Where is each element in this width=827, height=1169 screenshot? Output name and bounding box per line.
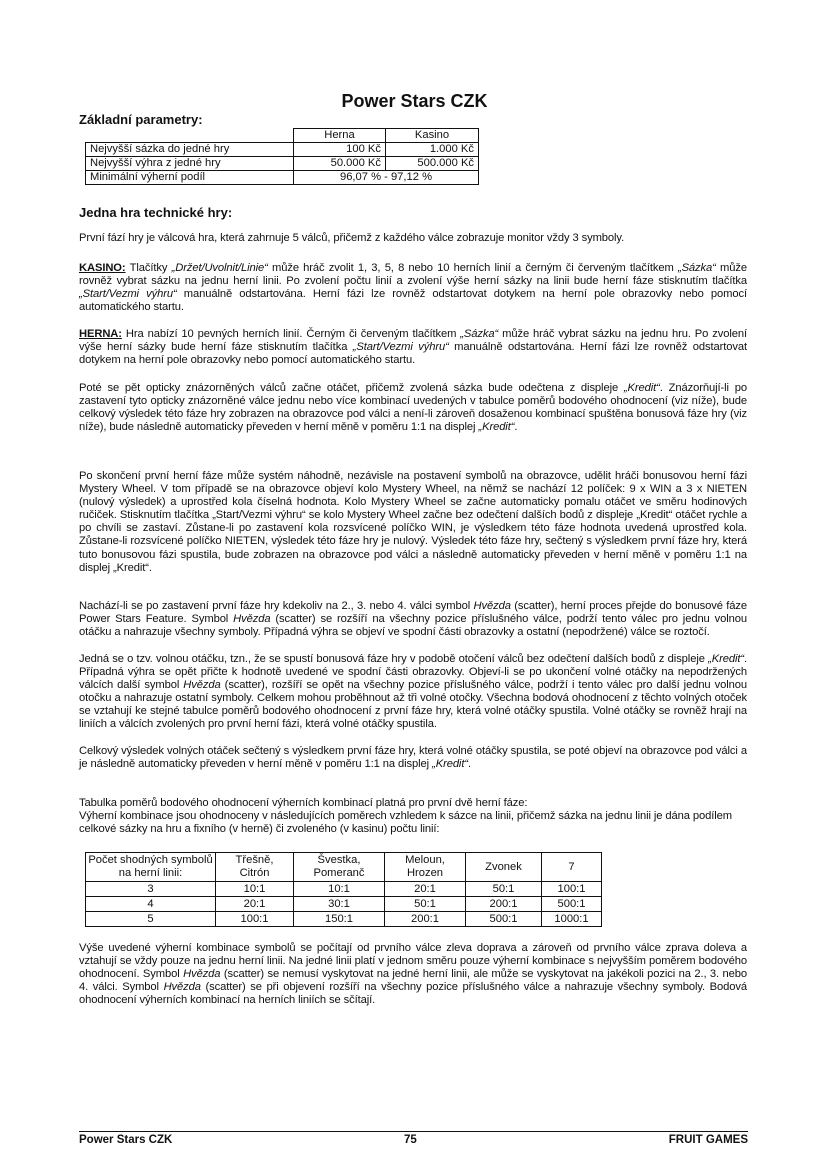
params-header-kasino: Kasino — [386, 129, 479, 143]
pay-table-header — [86, 853, 602, 882]
pay-header-plum-orange: Švestka, Pomeranč — [294, 853, 385, 882]
section-heading: Jedna hra technické hry: — [79, 205, 233, 220]
pay-header-seven: 7 — [542, 853, 602, 882]
pay-cell: 100:1 — [542, 882, 602, 897]
table-row — [86, 171, 479, 185]
params-label: Minimální výherní podíl — [86, 171, 294, 185]
paragraph-power-stars: Nachází-li se po zastavení první fáze hry kdekoliv na 2., 3. nebo 4. válci symbol Hvězda (scatter), herní proces přejde do bonusové fáze Power Stars Feature. Symbol Hvězda (scatter) se rozšíří na všechny pozice příslušného válce, podrží tento válec pro jednu volnou otáčku a nahrazuje všechny symboly. Případná výhra se objeví ve spodní části obrazovky a ostatní (nepodržené) válce se roztočí. — [79, 600, 748, 639]
params-header-row — [86, 129, 479, 143]
pay-cell: 4 — [86, 897, 216, 912]
table-row — [86, 157, 479, 171]
paragraph-pay-table-intro: Tabulka poměrů bodového ohodnocení výherních kombinací platná pro první dvě herní fáze: Výherní kombinace jsou ohodnoceny v následujících poměrech vzhledem k sázce na linii, přičemž sázka na jednu linii je dána podílem celkové sázky na hru a fixního (v herně) či zvoleného (v kasinu) počtu linií: — [79, 797, 733, 836]
params-label: Nejvyšší sázka do jedné hry — [86, 143, 294, 157]
footer-page-number: 75 — [404, 1134, 417, 1146]
params-heading: Základní parametry: — [79, 112, 203, 127]
pay-header-cherry-lemon: Třešně, Citrón — [216, 853, 294, 882]
pay-cell: 50:1 — [385, 897, 466, 912]
pay-cell: 500:1 — [466, 912, 542, 927]
pay-cell: 500:1 — [542, 897, 602, 912]
params-value-herna: 50.000 Kč — [294, 157, 386, 171]
paragraph-intro: První fází hry je válcová hra, která zahrnuje 5 válců, přičemž z každého válce zobrazuje monitor vždy 3 symboly. — [79, 232, 625, 244]
paragraph-free-spin: Jedná se o tzv. volnou otáčku, tzn., že se spustí bonusová fáze hry v podobě otočení válců bez odečtení dalších bodů z displeje „Kredit“. Případná výhra se opět přičte k hodnotě uvedené ve spodní části obrazovky. Objeví-li se po ukončení volné otáčky na nepodržených válcích další symbol Hvězda (scatter), rozšíří se opět na všechny pozice příslušného válce, podrží i tento válec pro další jednu volnou otočku a nahrazuje ostatní symboly. Celkem mohou proběhnout až tři volné otočky. Všechna bodová ohodnocení z těchto volných otoček se vztahují ke stejné tabulce poměrů bodového ohodnocení z první fáze hry, která volné otáčky spustila. Volné otáčky se rovněž hrají na liniích a válcích zvolených pro první herní fázi, která volné otáčky spustila. — [79, 653, 747, 731]
params-value-kasino: 1.000 Kč — [386, 143, 479, 157]
paragraph-combinations: Výše uvedené výherní kombinace symbolů se počítají od prvního válce zleva doprava a zároveň od prvního válce zprava doleva a vztahují se vždy pouze na jednu herní linii. Na jedné linii platí v jednom směru pouze výherní kombinace s nejvyšším poměrem bodového ohodnocení. Symbol Hvězda (scatter) se nemusí vyskytovat na jedné herní linii, ale může se vyskytovat na jakékoli pozici na 2., 3. nebo 4. válci. Symbol Hvězda (scatter) se při objevení rozšíří na všechny pozice příslušného válce a nahrazuje všechny symboly. Bodová ohodnocení výherních kombinací na herních liniích se sčítají. — [79, 942, 748, 1007]
paragraph-mystery-wheel: Po skončení první herní fáze může systém náhodně, nezávisle na postavení symbolů na obrazovce, udělit hráči bonusovou herní fázi Mystery Wheel. V tom případě se na obrazovce objeví kolo Mystery Wheel, na němž se nachází 12 políček: 9 x WIN a 3 x NIETEN (nulový výsledek) a uprostřed kola číselná hodnota. Kolo Mystery Wheel se začne automaticky pomalu otáčet ve směru hodinových ručiček. Stisknutím tlačítka „Start/Vezmi výhru“ se kolo Mystery Wheel začne bez odečtení dalších bodů z displeje „Kredit“ otáčet rychle a po chvíli se zastaví. Zůstane-li po zastavení kola rozsvícené políčko WIN, je výsledkem této fáze hodnota uvedená uprostřed kola. Zůstane-li rozsvícené políčko NIETEN, výsledek této fáze hry je nulový. Výsledek této fáze hry, sečtený s výsledkem první fáze hry, která tuto bonusovou fázi spustila, bude zobrazen na obrazovce pod válci a následně automaticky převeden v herní měně v poměru 1:1 na displej „Kredit“. — [79, 470, 747, 574]
params-value-combined: 96,07 % - 97,12 % — [294, 171, 479, 185]
pay-table — [85, 852, 602, 927]
pay-cell: 1000:1 — [542, 912, 602, 927]
pay-cell: 30:1 — [294, 897, 385, 912]
pay-cell: 100:1 — [216, 912, 294, 927]
table-row — [86, 882, 602, 897]
footer-divider — [79, 1131, 748, 1132]
params-header-herna: Herna — [294, 129, 386, 143]
pay-cell: 3 — [86, 882, 216, 897]
params-value-herna: 100 Kč — [294, 143, 386, 157]
params-value-kasino: 500.000 Kč — [386, 157, 479, 171]
paragraph-kasino: KASINO: Tlačítky „Držet/Uvolnit/Linie“ může hráč zvolit 1, 3, 5, 8 nebo 10 herních linií a černým či červeným tlačítkem „Sázka“ může rovněž vybrat sázku na jednu herní linii. Po zvolení počtu linií a zvolení výše herní sázky na linii bude herní fáze stisknutím tlačítka „Start/Vezmi výhru“ manuálně odstartována. Herní fázi lze rovněž odstartovat dotykem na herní pole obrazovky nebo pomocí automatického startu. — [79, 262, 748, 314]
pay-cell: 50:1 — [466, 882, 542, 897]
pay-header-melon-grapes: Meloun, Hrozen — [385, 853, 466, 882]
pay-cell: 200:1 — [466, 897, 542, 912]
table-row — [86, 912, 602, 927]
params-label: Nejvyšší výhra z jedné hry — [86, 157, 294, 171]
params-table — [85, 128, 479, 185]
pay-cell: 150:1 — [294, 912, 385, 927]
pay-cell: 10:1 — [216, 882, 294, 897]
table-row — [86, 897, 602, 912]
pay-cell: 200:1 — [385, 912, 466, 927]
footer-right: FRUIT GAMES — [668, 1134, 748, 1146]
kasino-label: KASINO: — [79, 262, 126, 274]
table-row — [86, 143, 479, 157]
footer-left: Power Stars CZK — [79, 1134, 173, 1146]
herna-label: HERNA: — [79, 328, 122, 340]
pay-header-count: Počet shodných symbolů na herní linii: — [86, 853, 216, 882]
paragraph-total-result: Celkový výsledek volných otáček sečtený s výsledkem první fáze hry, která volné otáčky spustila, se poté objeví na obrazovce pod válci a je následně automaticky převeden v herní měně v poměru 1:1 na displej „Kredit“. — [79, 745, 747, 771]
pay-cell: 20:1 — [385, 882, 466, 897]
page-title: Power Stars CZK — [341, 91, 488, 111]
pay-cell: 5 — [86, 912, 216, 927]
pay-cell: 10:1 — [294, 882, 385, 897]
pay-header-bell: Zvonek — [466, 853, 542, 882]
pay-cell: 20:1 — [216, 897, 294, 912]
paragraph-herna: HERNA: Hra nabízí 10 pevných herních linií. Černým či červeným tlačítkem „Sázka“ může hráč vybrat sázku na jednu hru. Po zvolení výše herní sázky bude herní fáze stisknutím tlačítka „Start/Vezmi výhru“ manuálně odstartována. Herní fázi lze rovněž odstartovat dotykem na herní pole obrazovky nebo pomocí automatického startu. — [79, 328, 748, 367]
paragraph-reels: Poté se pět opticky znázorněných válců začne otáčet, přičemž zvolená sázka bude odečtena z displeje „Kredit“. Znázorňují-li po zastavení tyto opticky znázorněné válce jednu nebo více kombinací uvedených v tabulce poměrů bodového ohodnocení (viz níže), bude celkový výsledek této fáze hry zobrazen na obrazovce pod válci a není-li zároveň dosaženou kombinací spuštěna bonusová fáze hry (viz níže), bude následně automaticky převeden v herní měně v poměru 1:1 na displej „Kredit“. — [79, 382, 747, 434]
